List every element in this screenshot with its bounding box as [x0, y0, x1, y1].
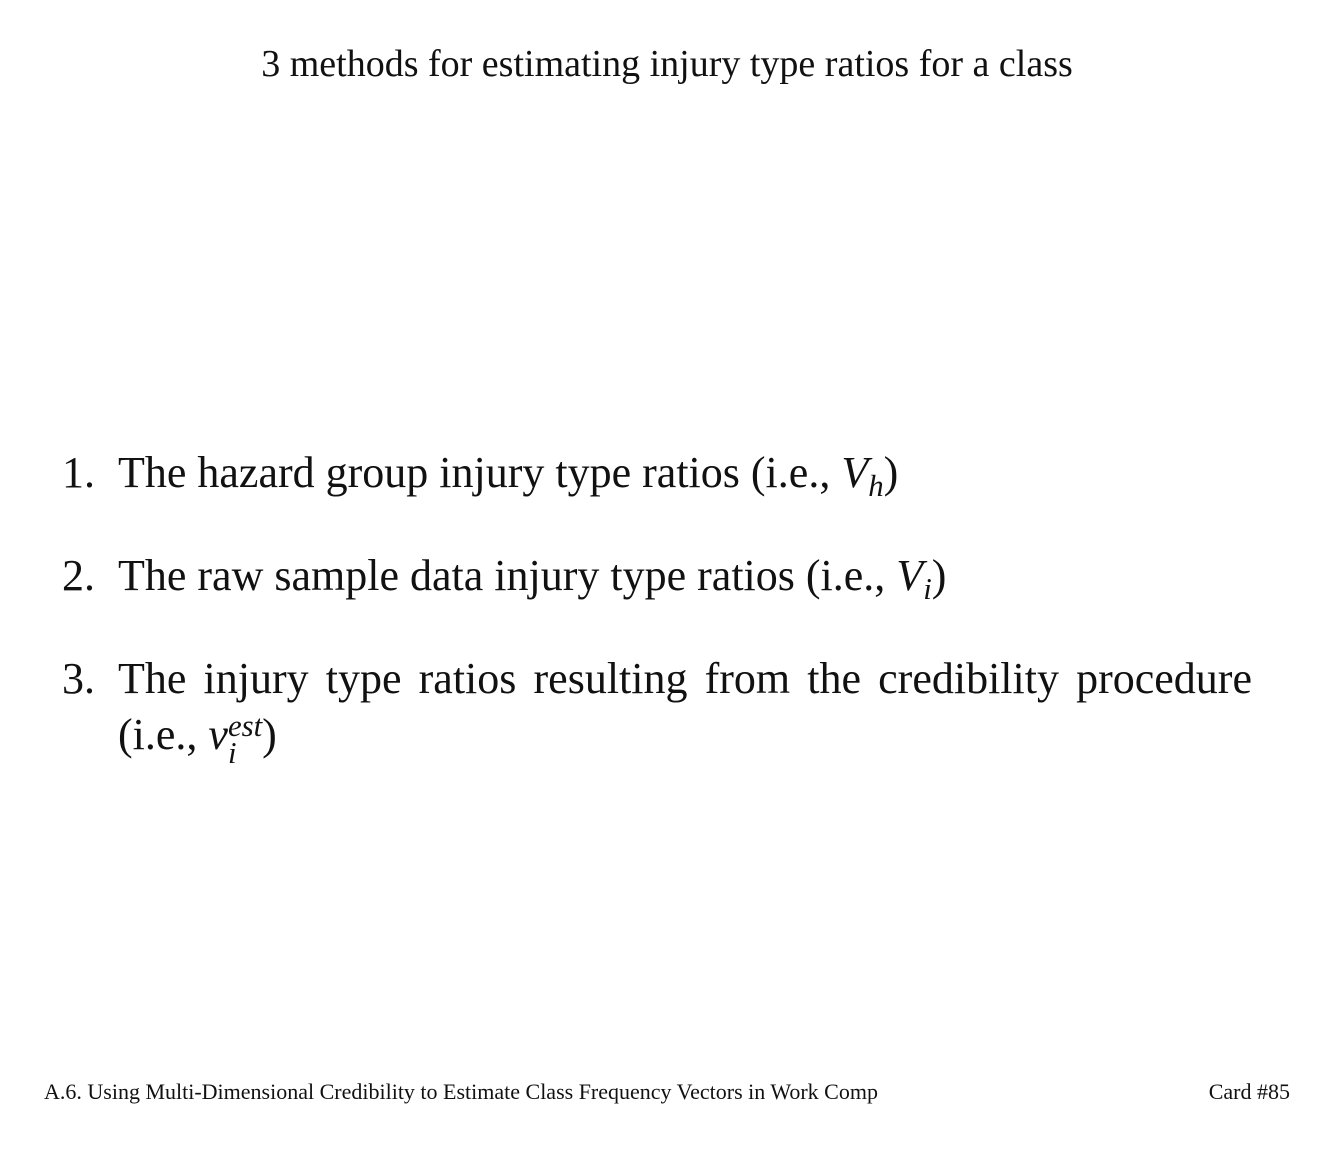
methods-list — [62, 445, 1252, 802]
math-subsup — [227, 708, 263, 771]
math-superscript: est — [227, 708, 263, 743]
method-number: 1. — [62, 448, 95, 497]
math-symbol: V — [896, 551, 924, 601]
method-text — [118, 651, 1252, 771]
math-subscript: i — [227, 736, 237, 771]
method-number: 2. — [62, 551, 95, 601]
method-item-2 — [62, 548, 1252, 617]
closing-paren: ) — [262, 710, 277, 760]
math-subscript: h — [868, 469, 884, 504]
footer-card-number: Card #85 — [1208, 1079, 1290, 1104]
math-subscript: i — [923, 572, 932, 607]
method-text — [118, 445, 1252, 514]
method-description: The hazard group injury type ratios (i.e., — [118, 448, 842, 497]
method-number: 3. — [62, 654, 95, 704]
method-item-1 — [62, 445, 1252, 514]
method-item-3 — [62, 651, 1252, 771]
method-description: The injury type ratios resulting from the credibility procedure (i.e., — [118, 654, 1252, 760]
closing-paren: ) — [931, 551, 947, 601]
footer-section-title: A.6. Using Multi-Dimensional Credibility to Estimate Class Frequency Vectors in Work Comp — [44, 1079, 878, 1104]
closing-paren: ) — [883, 448, 899, 497]
math-symbol: V — [841, 448, 869, 497]
math-symbol: v — [208, 710, 228, 760]
card-title: 3 methods for estimating injury type ratios for a class — [261, 43, 1073, 85]
method-description: The raw sample data injury type ratios (i.e., — [118, 551, 897, 601]
method-text — [118, 548, 1252, 617]
